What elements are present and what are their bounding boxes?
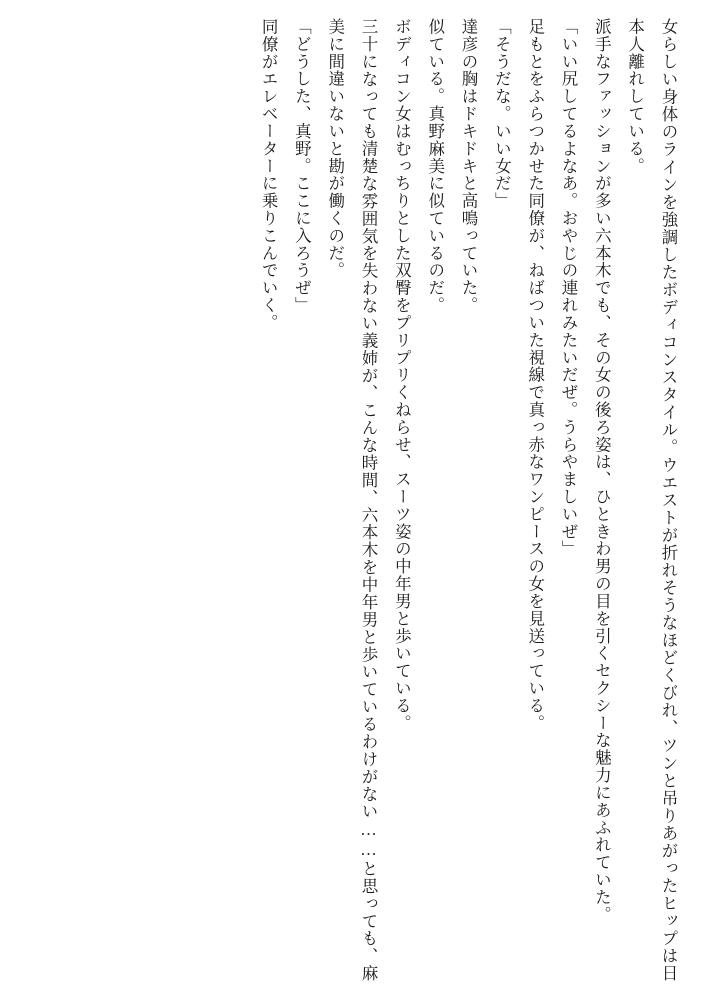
paragraph: 達彦の胸はドキドキと高鳴っていた。	[459, 18, 479, 314]
paragraph: 女らしい身体のラインを強調したボディコンスタイル。ウエストが折れそうなほどくびれ、ツンと吊りあがったヒップは日本人離れしている。	[625, 18, 678, 982]
paragraph: 似ている。真野麻美に似ているのだ。	[425, 18, 445, 314]
paragraph: 足もとをふらつかせた同僚が、ねばついた視線で真っ赤なワンピースの女を見送っている。	[525, 18, 545, 732]
paragraph: 三十になっても清楚な雰囲気を失わない義姉が、こんな時間、六本木を中年男と歩いているわけがない……と思っても、麻美に間違いないと勘が働くのだ。	[325, 18, 379, 982]
paragraph: 「いい尻してるよなあ。おやじの連れみたいだぜ。うらやましいぜ」	[559, 18, 579, 558]
paragraph: 「どうした、真野。ここに入ろうぜ」	[292, 18, 312, 314]
paragraph: 同僚がエレベーターに乗りこんでいく。	[259, 18, 279, 332]
paragraph: 「そうだな。いい女だ」	[492, 18, 512, 210]
paragraph: 派手なファッションが多い六本木でも、その女の後ろ姿は、ひときわ男の目を引くセクシーな魅力にあふれていた。	[592, 18, 612, 924]
vertical-text-body	[22, 18, 685, 982]
paragraph: ボディコン女はむっちりとした双臀をプリプリくねらせ、スーツ姿の中年男と歩いている。	[392, 18, 412, 732]
